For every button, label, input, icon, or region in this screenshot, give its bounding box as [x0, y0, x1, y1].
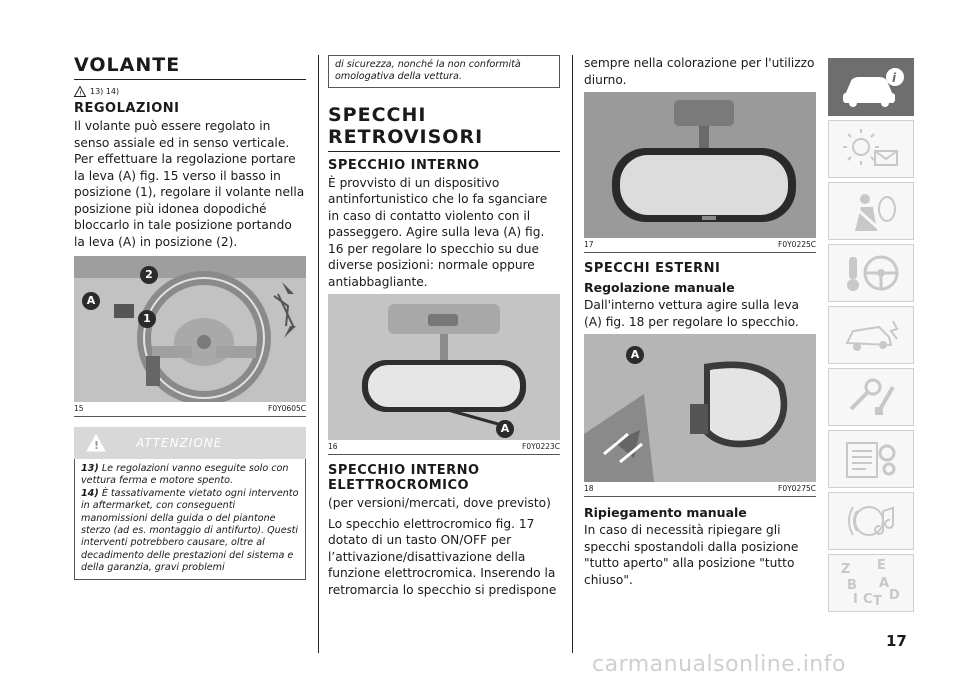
- figure-caption-15: 15 F0Y0605C: [74, 402, 306, 417]
- steering-key-icon: [839, 249, 905, 297]
- figure-electrochromic-mirror: [584, 92, 816, 238]
- body-regolazioni: Il volante può essere regolato in senso assiale ed in senso verticale. Per effettuare la regolazione portare la leva (A) fig. 15 verso il basso in posizione (1), regolare il volante nella posizione più idonea dopodiché bloccarlo in tale posizione portando la leva (A) in posizione (2).: [74, 119, 305, 249]
- index-letter: C: [863, 592, 873, 607]
- tab-tools[interactable]: [828, 430, 914, 488]
- figure-caption-16: 16 F0Y0223C: [328, 440, 560, 455]
- chapter-tabs: [828, 58, 914, 616]
- warning-14: 14) È tassativamente vietato ogni intervento in aftermarket, con conseguenti manomissioni della guida o del piantone sterzo (ad es. montaggio di antifurto). Questi interventi potrebbero causare, oltre al decadimento delle prestazioni del sistema e della garanzia, gravi problemi: [81, 487, 299, 574]
- figure-caption-18: 18 F0Y0275C: [584, 482, 816, 497]
- warning-header: ! ATTENZIONE: [74, 427, 306, 459]
- callout-1: 1: [138, 310, 156, 328]
- body-ripiegamento: In caso di necessità ripiegare gli specchi spostandoli dalla posizione "tutto aperto" alla posizione "tutto chiuso".: [584, 523, 799, 587]
- index-letter: E: [877, 559, 886, 573]
- svg-text:!: !: [79, 89, 82, 97]
- heading-specchio-interno: SPECCHIO INTERNO: [328, 157, 480, 173]
- watermark: carmanualsonline.info: [592, 652, 846, 677]
- callout-A: A: [626, 346, 644, 364]
- subheading-ripiegamento: Ripiegamento manuale: [584, 505, 747, 520]
- maintenance-icon: [839, 373, 905, 421]
- body-regolazione-manuale: Dall'interno vettura agire sulla leva (A) fig. 18 per regolare lo specchio.: [584, 298, 800, 329]
- tab-multimedia[interactable]: [828, 492, 914, 550]
- column-specchi: [328, 55, 560, 602]
- exterior-mirror-illustration: [584, 334, 816, 482]
- warning-triangle-icon: [86, 434, 106, 452]
- callout-A: A: [82, 292, 100, 310]
- index-letter: A: [879, 576, 890, 591]
- tab-warning-lights[interactable]: [828, 120, 914, 178]
- section-title-volante: VOLANTE: [74, 54, 181, 76]
- tab-maintenance[interactable]: [828, 368, 914, 426]
- index-icon: [839, 559, 905, 607]
- interior-mirror-illustration: [328, 294, 560, 440]
- airbag-seatbelt-icon: [839, 187, 905, 235]
- column-divider: [318, 55, 319, 653]
- warning-box: [74, 459, 306, 580]
- svg-text:i: i: [892, 71, 897, 85]
- body-elettrocromico: Lo specchio elettrocromico fig. 17 dotato di un tasto ON/OFF per l’attivazione/disattivazione della funzione elettrocromica. Inserendo la retromarcia lo specchio si predispone: [328, 516, 557, 597]
- multimedia-icon: [839, 497, 905, 545]
- warning-13: 13) Le regolazioni vanno eseguite solo con vettura ferma e motore spento.: [81, 463, 289, 487]
- tab-index[interactable]: [828, 554, 914, 612]
- page-number: 17: [886, 632, 907, 650]
- callout-2: 2: [140, 266, 158, 284]
- warning-refs: ! 13) 14): [74, 86, 306, 97]
- tab-steering-key[interactable]: [828, 244, 914, 302]
- steering-wheel-illustration: [74, 256, 306, 402]
- heading-specchi-esterni: SPECCHI ESTERNI: [584, 261, 721, 276]
- callout-A: A: [496, 420, 514, 438]
- warning-continued: di sicurezza, nonché la non conformità omologativa della vettura.: [328, 55, 560, 88]
- car-crash-icon: [839, 311, 905, 359]
- column-volante: [74, 55, 306, 580]
- figure-caption-17: 17 F0Y0225C: [584, 238, 816, 253]
- index-letter: T: [873, 594, 882, 607]
- tab-car-crash[interactable]: [828, 306, 914, 364]
- warning-triangle-icon: [74, 86, 86, 97]
- figure-exterior-mirror: [584, 334, 816, 482]
- body-specchio-interno: È provvisto di un dispositivo antinfortunistico che lo fa sganciare in caso di contatto violento con il passeggero. Agire sulla leva (A) fig. 16 per regolare lo specchio su due diverse posizioni: normale oppure antiabbagliante.: [328, 175, 548, 289]
- body-continued: sempre nella colorazione per l'utilizzo diurno.: [584, 56, 815, 87]
- svg-text:!: !: [94, 439, 100, 452]
- tab-car-info[interactable]: [828, 58, 914, 116]
- index-letter: I: [853, 592, 858, 607]
- index-letter: B: [847, 578, 857, 593]
- column-divider: [572, 55, 573, 653]
- warning-lights-icon: [839, 125, 905, 173]
- tools-icon: [839, 435, 905, 483]
- section-title-specchi: SPECCHI RETROVISORI: [328, 103, 484, 148]
- tab-airbag-seatbelt[interactable]: [828, 182, 914, 240]
- electrochromic-mirror-illustration: [584, 92, 816, 238]
- subheading-regolazione-manuale: Regolazione manuale: [584, 280, 735, 295]
- car-info-icon: [839, 63, 905, 111]
- heading-regolazioni: REGOLAZIONI: [74, 101, 180, 116]
- figure-interior-mirror: [328, 294, 560, 440]
- index-letter: Z: [841, 562, 851, 577]
- body-elettrocromico-note: (per versioni/mercati, dove previsto): [328, 496, 551, 511]
- figure-steering-wheel: [74, 256, 306, 402]
- index-letter: D: [889, 588, 900, 603]
- column-esterni: [584, 55, 816, 592]
- heading-elettrocromico: SPECCHIO INTERNO ELETTROCROMICO: [328, 463, 480, 494]
